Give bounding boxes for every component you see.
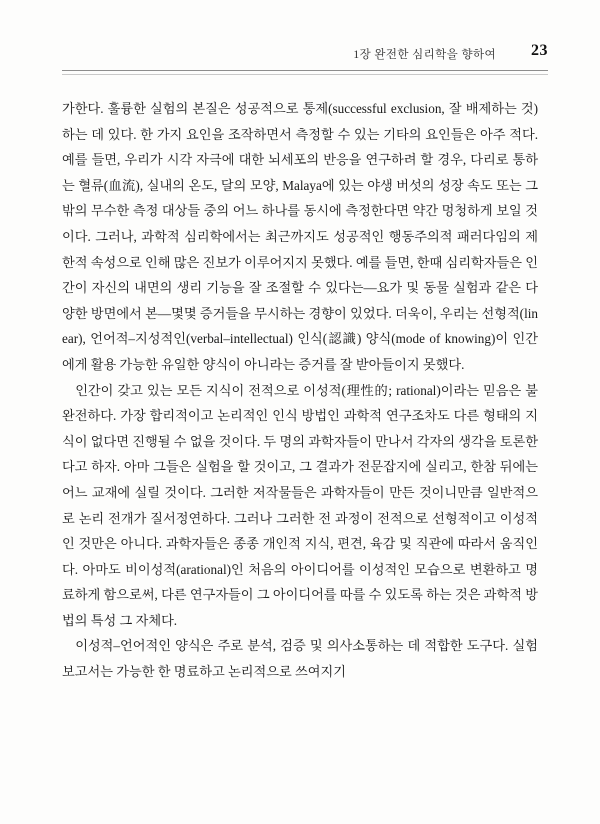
body-text-column xyxy=(62,96,538,685)
paragraph: 이성적–언어적인 양식은 주로 분석, 검증 및 의사소통하는 데 적합한 도구다. 실험 보고서는 가능한 한 명료하고 논리적으로 쓰여지기 xyxy=(62,638,538,680)
running-chapter-title: 1장 완전한 심리학을 향하여 xyxy=(353,49,496,61)
paragraph: 가한다. 훌륭한 실험의 본질은 성공적으로 통제(successful exclusion, 잘 배제하는 것)하는 데 있다. 한 가지 요인을 조작하면서 측정할 수 있는 기타의 요인들은 아주 적다. 예를 들면, 우리가 시각 자극에 대한 뇌세포의 반응을 연구하려 할 경우, 다리로 통하는 혈류(血流), 실내의 온도, 달의 모양, Malaya에 있는 야생 버섯의 성장 속도 또는 그 밖의 무수한 측정 대상들 중의 어느 하나를 동시에 측정한다면 약간 멍청하게 보일 것이다. 그러나, 과학적 심리학에서는 최근까지도 성공적인 행동주의적 패러다임의 제한적 속성으로 인해 많은 진보가 이루어지지 못했다. 예를 들면, 한때 심리학자들은 인간이 자신의 내면의 생리 기능을 잘 조절할 수 있다는—요가 및 동물 실험과 같은 다양한 방면에서 본—몇몇 증거들을 무시하는 경향이 있었다. 더욱이, 우리는 선형적(linear), 언어적–지성적인(verbal–intellectual) 인식(認識) 양식(mode of knowing)이 인간에게 활용 가능한 유일한 양식이 아니라는 증거를 잘 받아들이지 못했다. xyxy=(62,101,538,372)
paragraph: 인간이 갖고 있는 모든 지식이 전적으로 이성적(理性的; rational)이라는 믿음은 불완전하다. 가장 합리적이고 논리적인 인식 방법인 과학적 연구조차도 다른 형태의 지식이 없다면 진행될 수 없을 것이다. 두 명의 과학자들이 만나서 각자의 생각을 토론한다고 하자. 아마 그들은 실험을 할 것이고, 그 결과가 전문잡지에 실리고, 한참 뒤에는 어느 교재에 실릴 것이다. 그러한 저작물들은 과학자들이 만든 것이니만큼 일반적으로 논리 전개가 질서정연하다. 그러나 그러한 전 과정이 전적으로 선형적이고 이성적인 것만은 아니다. 과학자들은 종종 개인적 지식, 편견, 육감 및 직관에 따라서 움직인다. 아마도 비이성적(arational)인 처음의 아이디어를 이성적인 모습으로 변환하고 명료하게 함으로써, 다른 연구자들이 그 아이디어를 따를 수 있도록 하는 것은 과학적 방법의 특성 그 자체다. xyxy=(62,382,538,628)
page-header xyxy=(62,42,548,80)
header-divider xyxy=(62,70,548,75)
page-number: 23 xyxy=(531,42,548,59)
